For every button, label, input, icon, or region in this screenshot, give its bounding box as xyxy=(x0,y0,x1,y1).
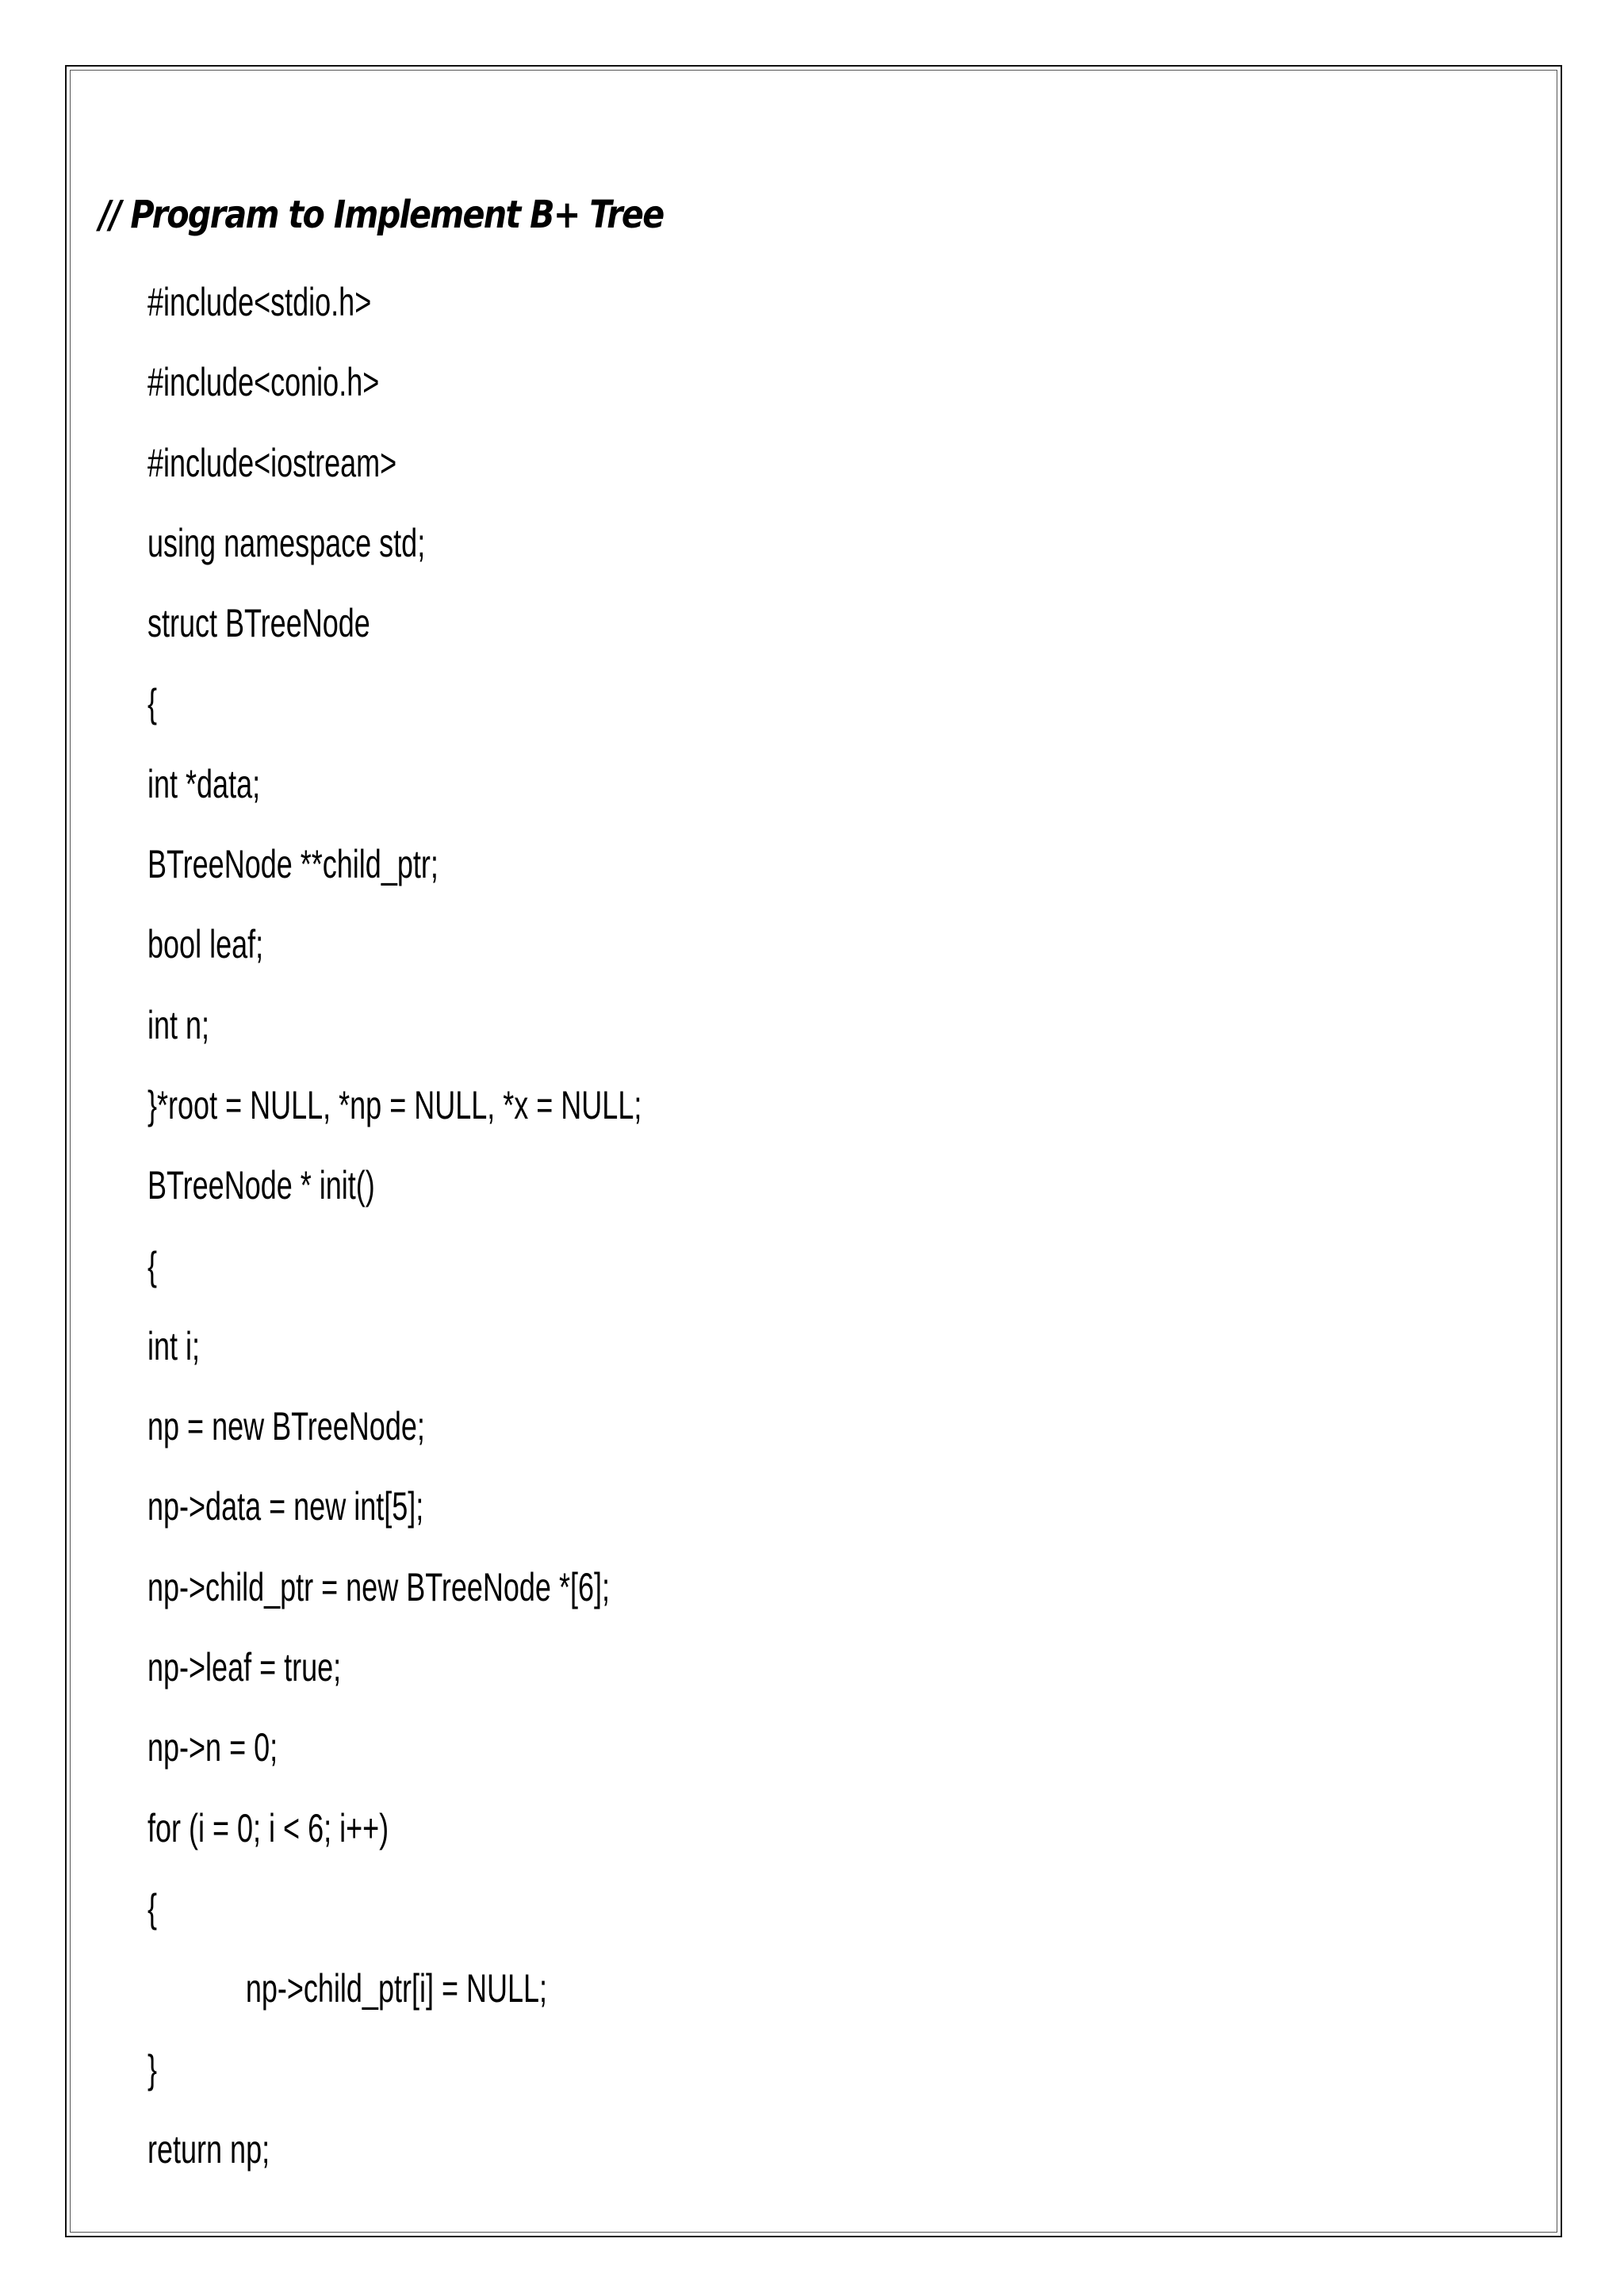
code-line: BTreeNode **child_ptr; xyxy=(147,842,439,887)
code-line: np->child_ptr = new BTreeNode *[6]; xyxy=(147,1564,610,1609)
code-line: int i; xyxy=(147,1323,201,1368)
code-listing xyxy=(147,274,834,2202)
code-line: struct BTreeNode xyxy=(147,601,370,646)
code-line: np->child_ptr[i] = NULL; xyxy=(245,1966,548,2011)
code-line: #include<stdio.h> xyxy=(147,280,372,324)
code-line: bool leaf; xyxy=(147,922,264,967)
code-line: np->leaf = true; xyxy=(147,1645,342,1690)
code-line: using namespace std; xyxy=(147,520,426,565)
code-line: { xyxy=(147,1243,158,1288)
code-line: for (i = 0; i < 6; i++) xyxy=(147,1805,389,1850)
code-line: np->data = new int[5]; xyxy=(147,1484,424,1529)
code-line: int n; xyxy=(147,1002,210,1047)
code-line: BTreeNode * init() xyxy=(147,1163,375,1208)
code-line: #include<iostream> xyxy=(147,440,397,485)
code-line: { xyxy=(147,1885,158,1931)
code-line: #include<conio.h> xyxy=(147,360,380,405)
code-line: }*root = NULL, *np = NULL, *x = NULL; xyxy=(147,1082,642,1127)
code-line: return np; xyxy=(147,2126,270,2172)
code-line: { xyxy=(147,681,158,726)
code-line: int *data; xyxy=(147,761,261,806)
code-line: np->n = 0; xyxy=(147,1725,278,1770)
code-line: np = new BTreeNode; xyxy=(147,1404,425,1449)
code-line: } xyxy=(147,2046,158,2091)
program-heading: // Program to Implement B+ Tree xyxy=(99,193,664,237)
